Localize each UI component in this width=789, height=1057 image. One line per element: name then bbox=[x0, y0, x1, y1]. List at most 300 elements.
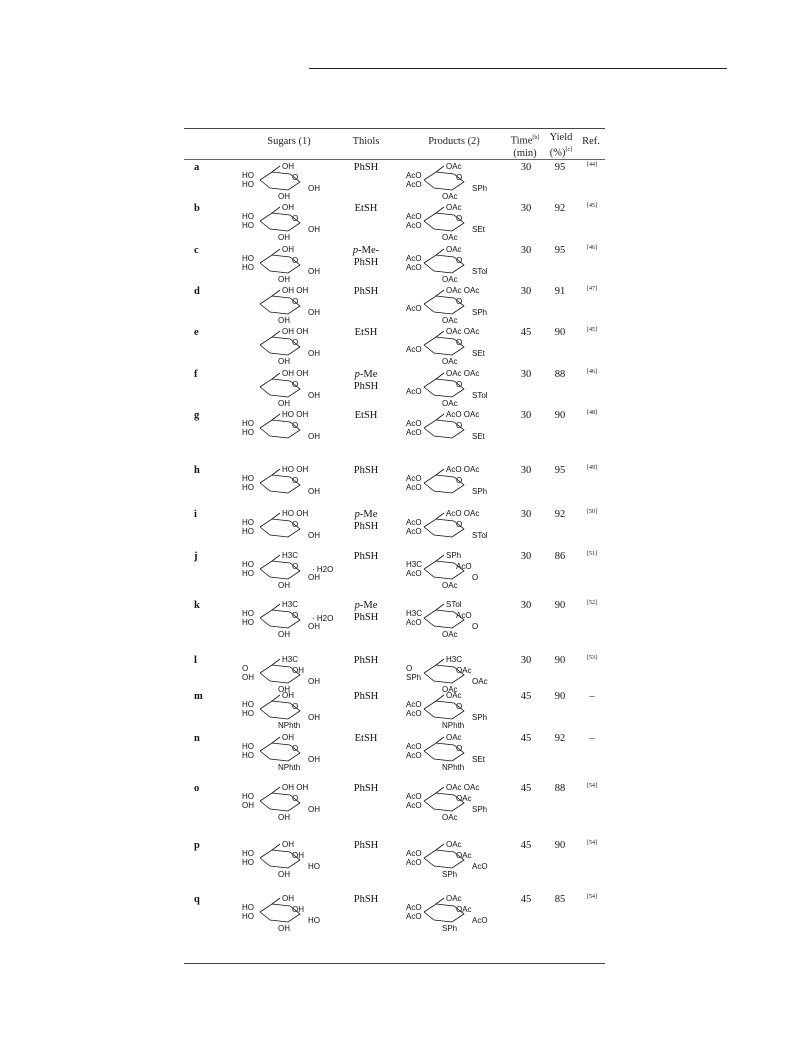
sugar-structure bbox=[238, 367, 334, 407]
thiol-cell bbox=[347, 733, 385, 745]
atom-label: OH bbox=[308, 487, 320, 496]
atom-label: OH bbox=[282, 894, 294, 903]
atom-label: O bbox=[292, 744, 299, 753]
header-yield-footnote: [c] bbox=[565, 147, 573, 153]
atom-label: AcO bbox=[406, 221, 422, 230]
atom-label: O bbox=[472, 573, 479, 582]
thiol-cell bbox=[347, 203, 385, 215]
sugar-structure bbox=[238, 838, 334, 878]
yield-value: 85 bbox=[554, 894, 566, 905]
time-value: 30 bbox=[520, 286, 532, 297]
substituent-bond bbox=[436, 555, 444, 561]
atom-label: OAc bbox=[446, 691, 462, 700]
reference: [52] bbox=[587, 600, 597, 606]
atom-label: OH bbox=[308, 755, 320, 764]
substituent-bond bbox=[272, 373, 280, 379]
atom-label: HO bbox=[242, 849, 254, 858]
sugar-structure bbox=[238, 549, 334, 589]
thiol-cell bbox=[347, 162, 385, 174]
product-structure bbox=[402, 284, 498, 324]
thiol-line: PhSH bbox=[353, 655, 379, 666]
atom-label: O bbox=[456, 476, 463, 485]
header-yield-label: Yield bbox=[549, 132, 573, 143]
substituent-bond bbox=[272, 555, 280, 561]
product-structure bbox=[402, 549, 498, 589]
atom-label: AcO bbox=[472, 862, 488, 871]
atom-label: AcO bbox=[406, 263, 422, 272]
substituent-bond bbox=[272, 166, 280, 172]
atom-label: H3C bbox=[282, 600, 299, 609]
atom-label: O bbox=[292, 297, 299, 306]
reference: [54] bbox=[587, 840, 597, 846]
atom-label: NPhth bbox=[442, 763, 465, 772]
thiol-cell bbox=[347, 286, 385, 298]
atom-label: AcO OAc bbox=[446, 509, 480, 518]
atom-label: HO bbox=[242, 263, 254, 272]
thiol-line: PhSH bbox=[353, 612, 379, 623]
atom-label: OH bbox=[278, 192, 290, 201]
thiol-line: EtSH bbox=[354, 327, 378, 338]
atom-label: H3C bbox=[282, 551, 299, 560]
yield-value: 88 bbox=[554, 783, 566, 794]
atom-label: HO bbox=[242, 858, 254, 867]
atom-label: HO bbox=[242, 419, 254, 428]
time-value: 45 bbox=[520, 894, 532, 905]
product-structure bbox=[402, 507, 498, 547]
substituent-bond bbox=[436, 787, 444, 793]
atom-label: OH bbox=[282, 203, 294, 212]
atom-label: SEt bbox=[472, 755, 485, 764]
thiol-line: PhSH bbox=[353, 551, 379, 562]
thiol-cell bbox=[347, 691, 385, 703]
time-value: 30 bbox=[520, 655, 532, 666]
time-value: 30 bbox=[520, 203, 532, 214]
atom-label: OAc bbox=[446, 245, 462, 254]
atom-label: HO bbox=[242, 609, 254, 618]
thiol-line: p-Me bbox=[354, 369, 378, 380]
atom-label: OAc bbox=[446, 203, 462, 212]
substituent-bond bbox=[436, 166, 444, 172]
sugar-structure bbox=[238, 325, 334, 365]
atom-label: AcO bbox=[406, 212, 422, 221]
atom-label: HO bbox=[242, 903, 254, 912]
reference: [45] bbox=[587, 327, 597, 333]
atom-label: OH bbox=[242, 801, 254, 810]
atom-label: O bbox=[472, 622, 479, 631]
atom-label: HO bbox=[242, 474, 254, 483]
sugar-structure bbox=[238, 653, 334, 693]
atom-label: AcO bbox=[406, 428, 422, 437]
atom-label: OAc bbox=[456, 666, 472, 675]
substituent-bond bbox=[436, 737, 444, 743]
entry-label: b bbox=[194, 203, 200, 214]
atom-label: OAc OAc bbox=[446, 783, 480, 792]
substituent-bond bbox=[272, 898, 280, 904]
atom-label: AcO bbox=[406, 700, 422, 709]
atom-label: OAc bbox=[442, 581, 458, 590]
atom-label: AcO bbox=[406, 171, 422, 180]
atom-label: OH bbox=[278, 357, 290, 366]
atom-label: AcO bbox=[406, 345, 422, 354]
atom-label: HO bbox=[242, 527, 254, 536]
header-thiols: Thiols bbox=[352, 136, 380, 147]
entry-label: g bbox=[194, 410, 200, 421]
entry-label: p bbox=[194, 840, 200, 851]
atom-label: NPhth bbox=[278, 721, 301, 730]
atom-label: AcO OAc bbox=[446, 410, 480, 419]
header-products: Products (2) bbox=[428, 136, 480, 147]
atom-label: HO OH bbox=[282, 410, 309, 419]
sugar-structure bbox=[238, 689, 334, 729]
atom-label: OH OH bbox=[282, 369, 309, 378]
header-yield-unit: (%) bbox=[549, 147, 566, 159]
yield-value: 90 bbox=[554, 840, 566, 851]
atom-label: OH bbox=[308, 622, 320, 631]
atom-label: AcO bbox=[472, 916, 488, 925]
substituent-bond bbox=[272, 604, 280, 610]
time-value: 45 bbox=[520, 327, 532, 338]
atom-label: HO bbox=[242, 518, 254, 527]
header-time-unit: (min) bbox=[513, 147, 537, 159]
substituent-bond bbox=[436, 604, 444, 610]
atom-label: AcO bbox=[406, 709, 422, 718]
entry-label: q bbox=[194, 894, 200, 905]
reference: [46] bbox=[587, 369, 597, 375]
thiol-line: PhSH bbox=[353, 286, 379, 297]
atom-label: AcO bbox=[406, 474, 422, 483]
atom-label: O bbox=[292, 476, 299, 485]
atom-label: O bbox=[292, 794, 299, 803]
product-structure bbox=[402, 160, 498, 200]
time-value: 45 bbox=[520, 783, 532, 794]
atom-label: AcO bbox=[406, 742, 422, 751]
reference: [45] bbox=[587, 203, 597, 209]
thiol-line: PhSH bbox=[353, 840, 379, 851]
atom-label: OAc OAc bbox=[446, 286, 480, 295]
substituent-bond bbox=[436, 898, 444, 904]
time-value: 30 bbox=[520, 245, 532, 256]
atom-label: HO bbox=[242, 618, 254, 627]
atom-label: OH bbox=[282, 245, 294, 254]
substituent-bond bbox=[272, 737, 280, 743]
atom-label: OAc bbox=[456, 905, 472, 914]
product-structure bbox=[402, 408, 498, 448]
atom-label: AcO bbox=[406, 387, 422, 396]
atom-label: OH bbox=[282, 733, 294, 742]
time-value: 30 bbox=[520, 162, 532, 173]
substituent-bond bbox=[272, 249, 280, 255]
thiol-line: EtSH bbox=[354, 203, 378, 214]
entry-label: f bbox=[194, 369, 198, 380]
entry-label: c bbox=[194, 245, 199, 256]
product-structure bbox=[402, 731, 498, 771]
atom-label: HO bbox=[242, 709, 254, 718]
product-structure bbox=[402, 367, 498, 407]
atom-label: H3C bbox=[406, 560, 423, 569]
atom-label: OAc OAc bbox=[446, 369, 480, 378]
sugar-structure bbox=[238, 201, 334, 241]
atom-label: OH bbox=[278, 870, 290, 879]
atom-label: SEt bbox=[472, 349, 485, 358]
atom-label: OH bbox=[278, 581, 290, 590]
atom-label: OH bbox=[308, 349, 320, 358]
substituent-bond bbox=[436, 373, 444, 379]
yield-value: 86 bbox=[554, 551, 566, 562]
atom-label: HO bbox=[242, 221, 254, 230]
entry-label: n bbox=[194, 733, 200, 744]
atom-label: NPhth bbox=[278, 763, 301, 772]
thiol-line: PhSH bbox=[353, 521, 379, 532]
time-value: 45 bbox=[520, 691, 532, 702]
thiol-cell bbox=[347, 894, 385, 906]
atom-label: OH bbox=[292, 666, 304, 675]
atom-label: O bbox=[456, 380, 463, 389]
atom-label: OAc bbox=[442, 192, 458, 201]
atom-label: AcO bbox=[406, 858, 422, 867]
atom-label: OH bbox=[278, 813, 290, 822]
atom-label: OH bbox=[278, 924, 290, 933]
substituent-bond bbox=[272, 207, 280, 213]
header-yield bbox=[544, 132, 578, 160]
substituent-bond bbox=[436, 513, 444, 519]
atom-label: O bbox=[292, 338, 299, 347]
sugar-structure bbox=[238, 507, 334, 547]
atom-label: OAc bbox=[442, 275, 458, 284]
atom-label: AcO bbox=[406, 903, 422, 912]
product-structure bbox=[402, 838, 498, 878]
atom-label: O bbox=[456, 214, 463, 223]
atom-label: OH bbox=[308, 805, 320, 814]
thiol-cell bbox=[347, 369, 385, 393]
thiol-prefix: p bbox=[354, 600, 360, 611]
atom-label: OH OH bbox=[282, 286, 309, 295]
atom-label: HO bbox=[308, 862, 320, 871]
atom-label: OAc bbox=[446, 733, 462, 742]
atom-label: OH bbox=[278, 685, 290, 694]
sugar-structure bbox=[238, 781, 334, 821]
sugar-structure bbox=[238, 408, 334, 448]
atom-label: STol bbox=[472, 531, 488, 540]
atom-label: HO bbox=[242, 180, 254, 189]
yield-value: 90 bbox=[554, 410, 566, 421]
substituent-bond bbox=[272, 513, 280, 519]
atom-label: STol bbox=[472, 391, 488, 400]
sugar-structure bbox=[238, 463, 334, 503]
atom-label: OH bbox=[278, 316, 290, 325]
atom-label: O bbox=[292, 256, 299, 265]
atom-label: HO bbox=[242, 254, 254, 263]
header-ref: Ref. bbox=[582, 136, 600, 147]
atom-label: SPh bbox=[472, 184, 488, 193]
atom-label: O bbox=[456, 702, 463, 711]
entry-label: a bbox=[194, 162, 200, 173]
thiol-cell bbox=[347, 783, 385, 795]
header-sugars: Sugars (1) bbox=[267, 136, 311, 147]
time-value: 30 bbox=[520, 369, 532, 380]
thiol-cell bbox=[347, 509, 385, 533]
substituent-bond bbox=[436, 844, 444, 850]
atom-label: AcO OAc bbox=[446, 465, 480, 474]
atom-label: SEt bbox=[472, 225, 485, 234]
sugar-structure bbox=[238, 243, 334, 283]
atom-label: AcO bbox=[406, 254, 422, 263]
substituent-bond bbox=[436, 331, 444, 337]
entry-label: o bbox=[194, 783, 200, 794]
thiol-line: PhSH bbox=[353, 894, 379, 905]
yield-value: 92 bbox=[554, 203, 566, 214]
atom-label: OH bbox=[308, 308, 320, 317]
atom-label: OAc bbox=[442, 357, 458, 366]
time-value: 30 bbox=[520, 509, 532, 520]
substituent-bond bbox=[272, 469, 280, 475]
substituent-bond bbox=[272, 844, 280, 850]
product-structure bbox=[402, 201, 498, 241]
atom-label: AcO bbox=[456, 611, 472, 620]
atom-label: O bbox=[456, 744, 463, 753]
atom-label: OH bbox=[278, 233, 290, 242]
atom-label: OAc bbox=[442, 399, 458, 408]
time-value: 30 bbox=[520, 410, 532, 421]
atom-label: · H2O bbox=[312, 565, 334, 574]
yield-value: 95 bbox=[554, 465, 566, 476]
atom-label: OH bbox=[308, 531, 320, 540]
atom-label: OH bbox=[308, 573, 320, 582]
yield-value: 90 bbox=[554, 600, 566, 611]
reference: [53] bbox=[587, 655, 597, 661]
reference: [48] bbox=[587, 410, 597, 416]
atom-label: O bbox=[292, 702, 299, 711]
thiol-line: p-Me- bbox=[352, 245, 380, 256]
atom-label: SPh bbox=[472, 308, 488, 317]
atom-label: H3C bbox=[406, 609, 423, 618]
entry-label: h bbox=[194, 465, 200, 476]
product-structure bbox=[402, 598, 498, 638]
sugar-structure bbox=[238, 598, 334, 638]
atom-label: HO bbox=[242, 428, 254, 437]
atom-label: OH bbox=[292, 905, 304, 914]
substituent-bond bbox=[272, 659, 280, 665]
entry-label: d bbox=[194, 286, 200, 297]
thiol-prefix: p bbox=[354, 369, 360, 380]
atom-label: OAc bbox=[456, 794, 472, 803]
atom-label: AcO bbox=[406, 180, 422, 189]
atom-label: O bbox=[292, 173, 299, 182]
atom-label: OAc bbox=[442, 233, 458, 242]
atom-label: AcO bbox=[406, 792, 422, 801]
thiol-line: PhSH bbox=[353, 465, 379, 476]
atom-label: AcO bbox=[406, 912, 422, 921]
atom-label: OH bbox=[308, 677, 320, 686]
atom-label: HO bbox=[308, 916, 320, 925]
atom-label: OH bbox=[308, 225, 320, 234]
entry-label: l bbox=[194, 655, 197, 666]
atom-label: O bbox=[292, 562, 299, 571]
atom-label: SPh bbox=[472, 713, 488, 722]
atom-label: OH bbox=[308, 713, 320, 722]
thiol-cell bbox=[347, 410, 385, 422]
time-value: 30 bbox=[520, 600, 532, 611]
atom-label: OH bbox=[278, 630, 290, 639]
atom-label: O bbox=[456, 421, 463, 430]
reference: [47] bbox=[587, 286, 597, 292]
thiol-cell bbox=[347, 551, 385, 563]
thiol-cell bbox=[347, 600, 385, 624]
atom-label: AcO bbox=[406, 751, 422, 760]
atom-label: O bbox=[456, 297, 463, 306]
atom-label: HO bbox=[242, 742, 254, 751]
atom-label: AcO bbox=[406, 527, 422, 536]
header-time-label: Time bbox=[510, 135, 533, 147]
product-structure bbox=[402, 463, 498, 503]
substituent-bond bbox=[436, 695, 444, 701]
reference: [44] bbox=[587, 162, 597, 168]
atom-label: OH bbox=[308, 391, 320, 400]
product-structure bbox=[402, 892, 498, 932]
substituent-bond bbox=[272, 695, 280, 701]
atom-label: SPh bbox=[406, 673, 422, 682]
atom-label: SPh bbox=[472, 805, 488, 814]
atom-label: SEt bbox=[472, 432, 485, 441]
atom-label: OAc bbox=[442, 316, 458, 325]
thiol-cell bbox=[347, 840, 385, 852]
product-structure bbox=[402, 325, 498, 365]
thiol-prefix: p bbox=[352, 245, 359, 256]
reference: [46] bbox=[587, 245, 597, 251]
atom-label: OH bbox=[308, 432, 320, 441]
yield-value: 92 bbox=[554, 509, 566, 520]
atom-label: SPh bbox=[472, 487, 488, 496]
atom-label: H3C bbox=[282, 655, 299, 664]
sugar-structure bbox=[238, 284, 334, 324]
header-time bbox=[506, 132, 544, 160]
atom-label: OH bbox=[242, 673, 254, 682]
product-structure bbox=[402, 781, 498, 821]
product-structure bbox=[402, 243, 498, 283]
atom-label: SPh bbox=[442, 924, 458, 933]
atom-label: H3C bbox=[446, 655, 463, 664]
substituent-bond bbox=[436, 249, 444, 255]
atom-label: OH bbox=[282, 840, 294, 849]
atom-label: O bbox=[292, 214, 299, 223]
atom-label: HO bbox=[242, 560, 254, 569]
product-structure bbox=[402, 653, 498, 693]
atom-label: OH OH bbox=[282, 783, 309, 792]
time-value: 45 bbox=[520, 733, 532, 744]
sugar-structure bbox=[238, 892, 334, 932]
atom-label: HO bbox=[242, 569, 254, 578]
atom-label: AcO bbox=[406, 483, 422, 492]
atom-label: HO bbox=[242, 751, 254, 760]
atom-label: HO bbox=[242, 483, 254, 492]
reference: [54] bbox=[587, 894, 597, 900]
atom-label: OH bbox=[282, 691, 294, 700]
atom-label: O bbox=[456, 256, 463, 265]
header-time-footnote: [b] bbox=[532, 135, 540, 141]
atom-label: AcO bbox=[406, 419, 422, 428]
atom-label: OH bbox=[308, 267, 320, 276]
product-structure bbox=[402, 689, 498, 729]
yield-value: 88 bbox=[554, 369, 566, 380]
atom-label: HO bbox=[242, 912, 254, 921]
time-value: 30 bbox=[520, 465, 532, 476]
time-value: 30 bbox=[520, 551, 532, 562]
substituent-bond bbox=[272, 787, 280, 793]
atom-label: OH OH bbox=[282, 327, 309, 336]
thiol-line: EtSH bbox=[354, 733, 378, 744]
atom-label: OAc bbox=[442, 813, 458, 822]
atom-label: O bbox=[456, 173, 463, 182]
thiol-line: PhSH bbox=[353, 381, 379, 392]
